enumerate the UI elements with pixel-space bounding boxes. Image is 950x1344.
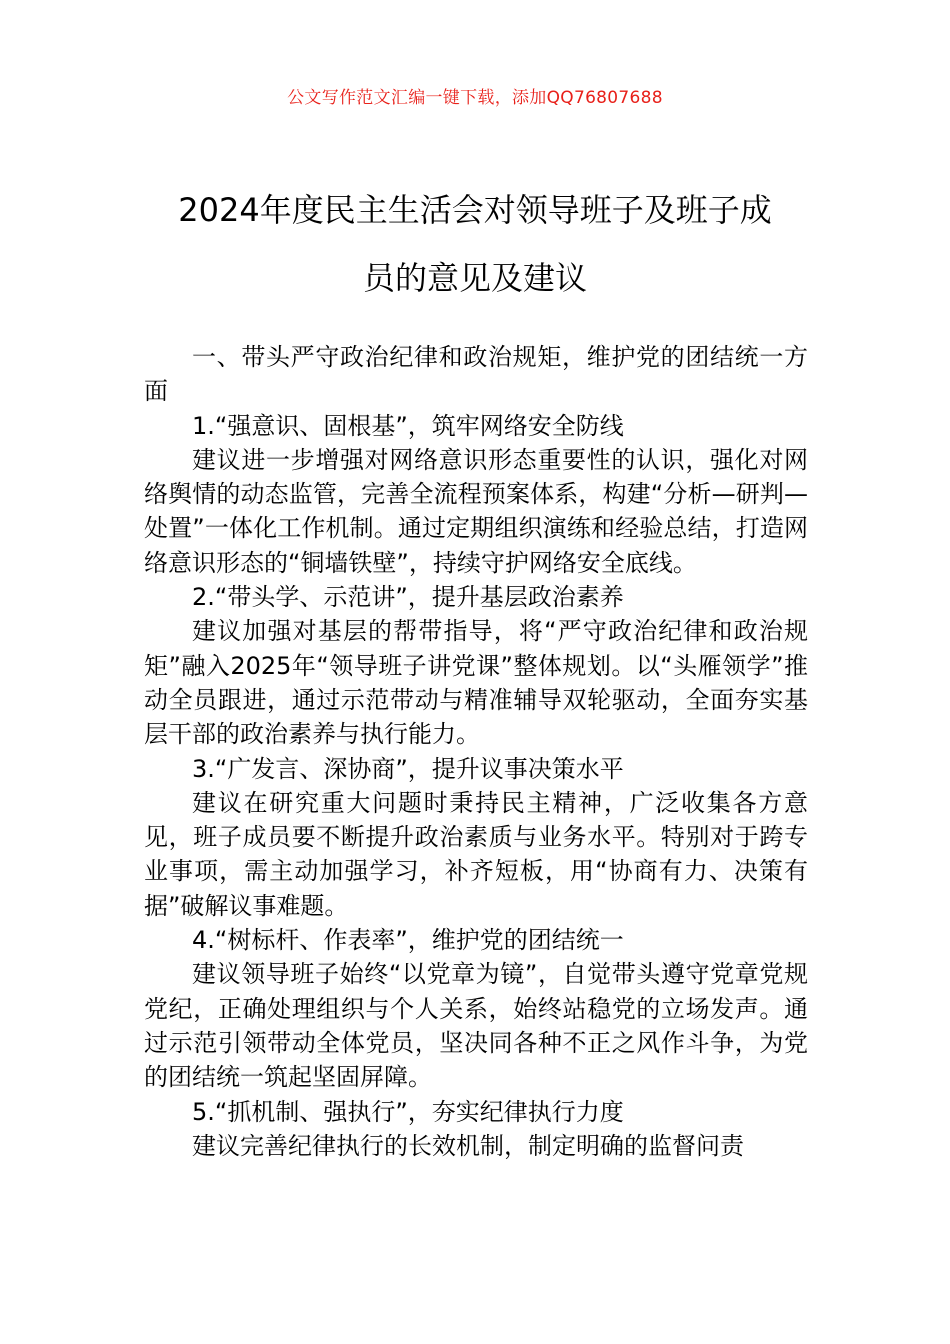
item-1-body: 建议进一步增强对网络意识形态重要性的认识，强化对网络舆情的动态监管，完善全流程预案体系，构建“分析—研判—处置”一体化工作机制。通过定期组织演练和经验总结，打造网络意识形态的“铜墙铁壁”，持续守护网络安全底线。 [144,445,808,577]
item-3-heading: 3.“广发言、深协商”，提升议事决策水平 [192,754,624,783]
document-title-line-1: 2024年度民主生活会对领导班子及班子成 [178,191,772,229]
section-heading: 一、带头严守政治纪律和政治规矩，维护党的团结统一方面 [144,343,808,406]
item-2-heading: 2.“带头学、示范讲”，提升基层政治素养 [192,583,624,612]
item-5-body: 建议完善纪律执行的长效机制，制定明确的监督问责 [192,1131,744,1160]
document-title-line-2: 员的意见及建议 [362,259,587,297]
item-1-heading: 1.“强意识、固根基”，筑牢网络安全防线 [192,411,624,440]
item-4-heading: 4.“树标杆、作表率”，维护党的团结统一 [192,926,624,955]
document-title [120,176,830,312]
download-banner [0,86,950,110]
document-body [144,340,808,1163]
item-2-body: 建议加强对基层的帮带指导，将“严守政治纪律和政治规矩”融入2025年“领导班子讲党课”整体规划。以“头雁领学”推动全员跟进，通过示范带动与精准辅导双轮驱动，全面夯实基层干部的政治素养与执行能力。 [144,617,808,749]
item-3-body: 建议在研究重大问题时秉持民主精神，广泛收集各方意见，班子成员要不断提升政治素质与业务水平。特别对于跨专业事项，需主动加强学习，补齐短板，用“协商有力、决策有据”破解议事难题。 [144,788,808,920]
download-banner-text: 公文写作范文汇编一键下载，添加QQ76807688 [287,88,663,108]
item-4-body: 建议领导班子始终“以党章为镜”，自觉带头遵守党章党规党纪，正确处理组织与个人关系，始终站稳党的立场发声。通过示范引领带动全体党员，坚决同各种不正之风作斗争，为党的团结统一筑起坚固屏障。 [144,960,808,1092]
item-5-heading: 5.“抓机制、强执行”，夯实纪律执行力度 [192,1097,624,1126]
